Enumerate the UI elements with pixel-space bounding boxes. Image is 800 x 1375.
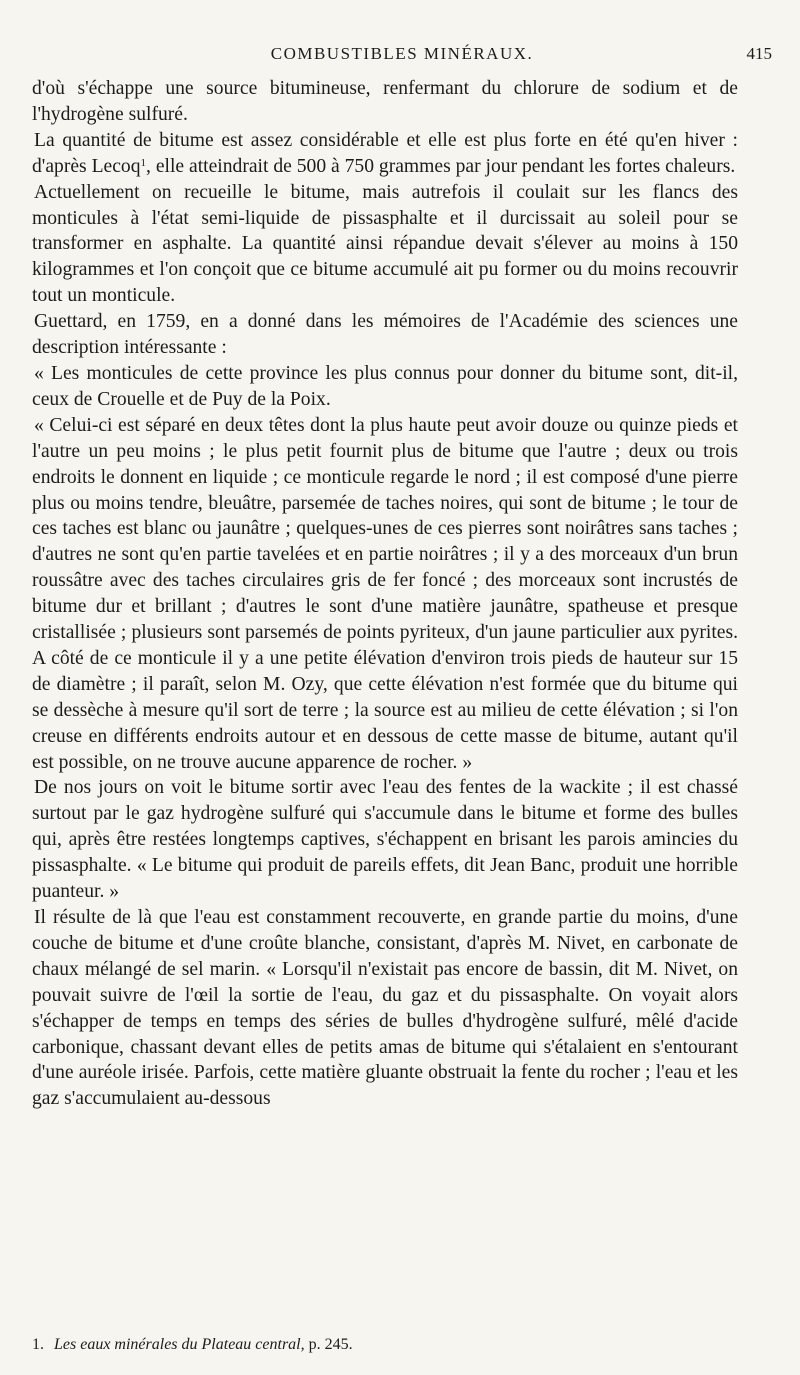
paragraph: « Les monticules de cette province les plus connus pour donner du bitume sont, dit-il, ceux de Crouelle et de Puy de la Poix. (32, 362, 738, 410)
footnote-page-ref: p. 245. (308, 1336, 353, 1353)
page-number: 415 (746, 44, 772, 63)
body-text (32, 76, 738, 1112)
paragraph: Guettard, en 1759, en a donné dans les mémoires de l'Académie des sciences une description intéressante : (32, 311, 738, 359)
paragraph: Il résulte de là que l'eau est constamment recouverte, en grande partie du moins, d'une couche de bitume et d'une croûte blanche, consistant, d'après M. Nivet, en carbonate de chaux mélangé de sel marin. « Lorsqu'il n'existait pas encore de bassin, dit M. Nivet, on pouvait suivre de l'œil la sortie de l'eau, du gaz et du pissasphalte. On voyait alors s'échapper de temps en temps des séries de bulles d'hydrogène sulfuré, mêlé d'acide carbonique, chassant devant elles de petits amas de bitume qui s'étalaient en s'entourant d'une auréole irisée. Parfois, cette matière gluante obstruait la fente du rocher ; l'eau et les gaz s'accumulaient au-dessous (32, 907, 738, 1110)
running-head: COMBUSTIBLES MINÉRAUX. (270, 44, 534, 63)
paragraph: d'où s'échappe une source bitumineuse, renfermant du chlorure de sodium et de l'hydrogène sulfuré. (32, 78, 738, 125)
paragraph: De nos jours on voit le bitume sortir avec l'eau des fentes de la wackite ; il est chassé surtout par le gaz hydrogène sulfuré qui s'accumule dans le bitume et forme des bulles qui, après être restées longtemps captives, s'échappent en brisant les parois amincies du pissasphalte. « Le bitume qui produit de pareils effets, dit Jean Banc, produit une horrible puanteur. » (32, 777, 738, 903)
footnote (32, 1335, 738, 1355)
page-header (32, 44, 772, 74)
paragraph: « Celui-ci est séparé en deux têtes dont la plus haute peut avoir douze ou quinze pieds et l'autre un peu moins ; le plus petit fournit plus de bitume que l'autre ; deux ou trois endroits le donnent en liquide ; ce monticule regarde le nord ; il est composé d'une pierre plus ou moins tendre, bleuâtre, parsemée de taches noires, qui sont de bitume ; le tour de ces taches est blanc ou jaunâtre ; quelques-unes de ces pierres sont noirâtres sans taches ; d'autres ne sont qu'en partie tavelées et en partie noirâtres ; il y a des morceaux d'un brun roussâtre avec des taches circulaires gris de fer foncé ; des morceaux sont incrustés de bitume dur et brillant ; d'autres le sont d'une matière jaunâtre, spatheuse et presque cristallisée ; plusieurs sont parsemés de points pyriteux, d'un jaune particulier aux pyrites. A côté de ce monticule il y a une petite élévation d'environ trois pieds de hauteur sur 15 de diamètre ; il paraît, selon M. Ozy, que cette élévation n'est formée que du bitume qui se dessèche à mesure qu'il sort de terre ; la source est au milieu de cette élévation ; si l'on creuse en différents endroits autour et en dessous de cette masse de bitume, autant qu'il est possible, on ne trouve aucune apparence de rocher. » (32, 414, 738, 773)
footnote-title: Les eaux minérales du Plateau central, (54, 1336, 305, 1353)
paragraph: La quantité de bitume est assez considérable et elle est plus forte en été qu'en hiver : d'après Lecoq$^1$, elle atteindrait de 500 à 750 grammes par jour pendant les fortes chaleurs. (32, 129, 738, 177)
footnote-number: 1. (32, 1336, 44, 1353)
footnote-reference[interactable]: 1 (140, 156, 147, 169)
paragraph: Actuellement on recueille le bitume, mais autrefois il coulait sur les flancs des monticules à l'état semi-liquide de pissasphalte et il durcissait au soleil pour se transformer en asphalte. La quantité ainsi répandue devait s'élever au moins à 150 kilogrammes et l'on conçoit que ce bitume accumulé ait pu former ou du moins recouvrir tout un monticule. (32, 181, 738, 307)
